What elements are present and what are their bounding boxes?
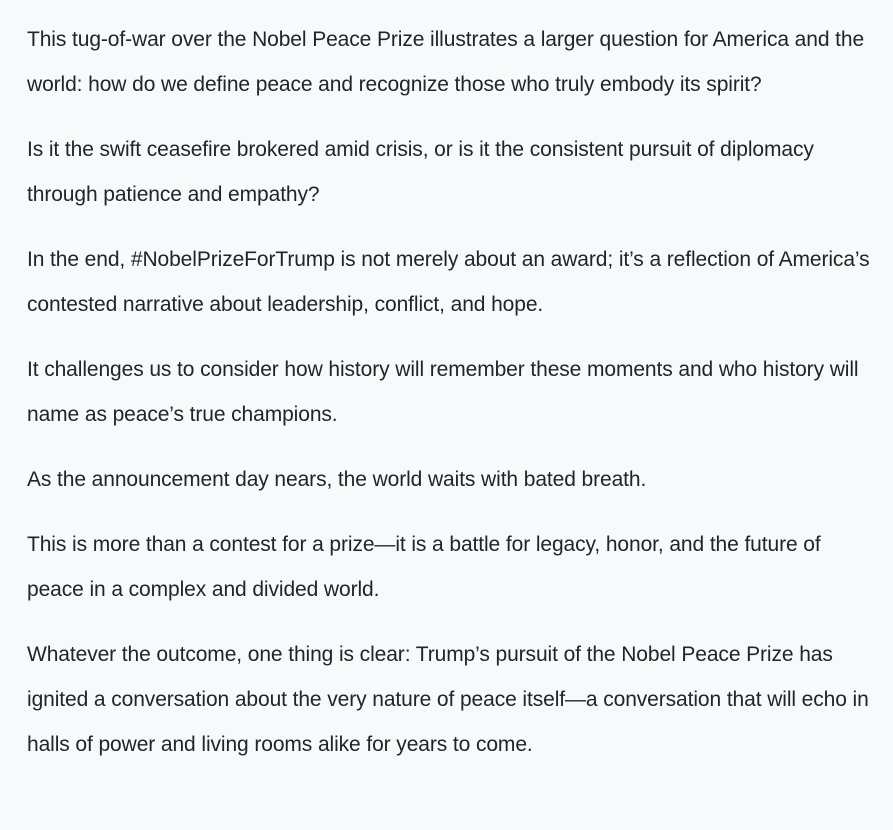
paragraph-ceasefire-or-diplomacy: Is it the swift ceasefire brokered amid crisis, or is it the consistent pursuit of diplomacy through patience and empathy?: [27, 138, 814, 206]
paragraph-battle-for-legacy: This is more than a contest for a prize—it is a battle for legacy, honor, and the future of peace in a complex and divided world.: [27, 533, 821, 601]
paragraph-history-champions: It challenges us to consider how history will remember these moments and who history will name as peace’s true champions.: [27, 358, 859, 426]
paragraph-announcement-day: As the announcement day nears, the world waits with bated breath.: [27, 468, 647, 491]
paragraph-conclusion: Whatever the outcome, one thing is clear: Trump’s pursuit of the Nobel Peace Prize has ignited a conversation about the very nature of peace itself—a conversation that will echo in halls of power and living rooms alike for years to come.: [27, 643, 869, 756]
paragraph-nobel-question: This tug-of-war over the Nobel Peace Prize illustrates a larger question for America and the world: how do we define peace and recognize those who truly embody its spirit?: [27, 28, 865, 96]
paragraph-hashtag-reflection: In the end, #NobelPrizeForTrump is not merely about an award; it’s a reflection of America’s contested narrative about leadership, conflict, and hope.: [27, 248, 870, 316]
